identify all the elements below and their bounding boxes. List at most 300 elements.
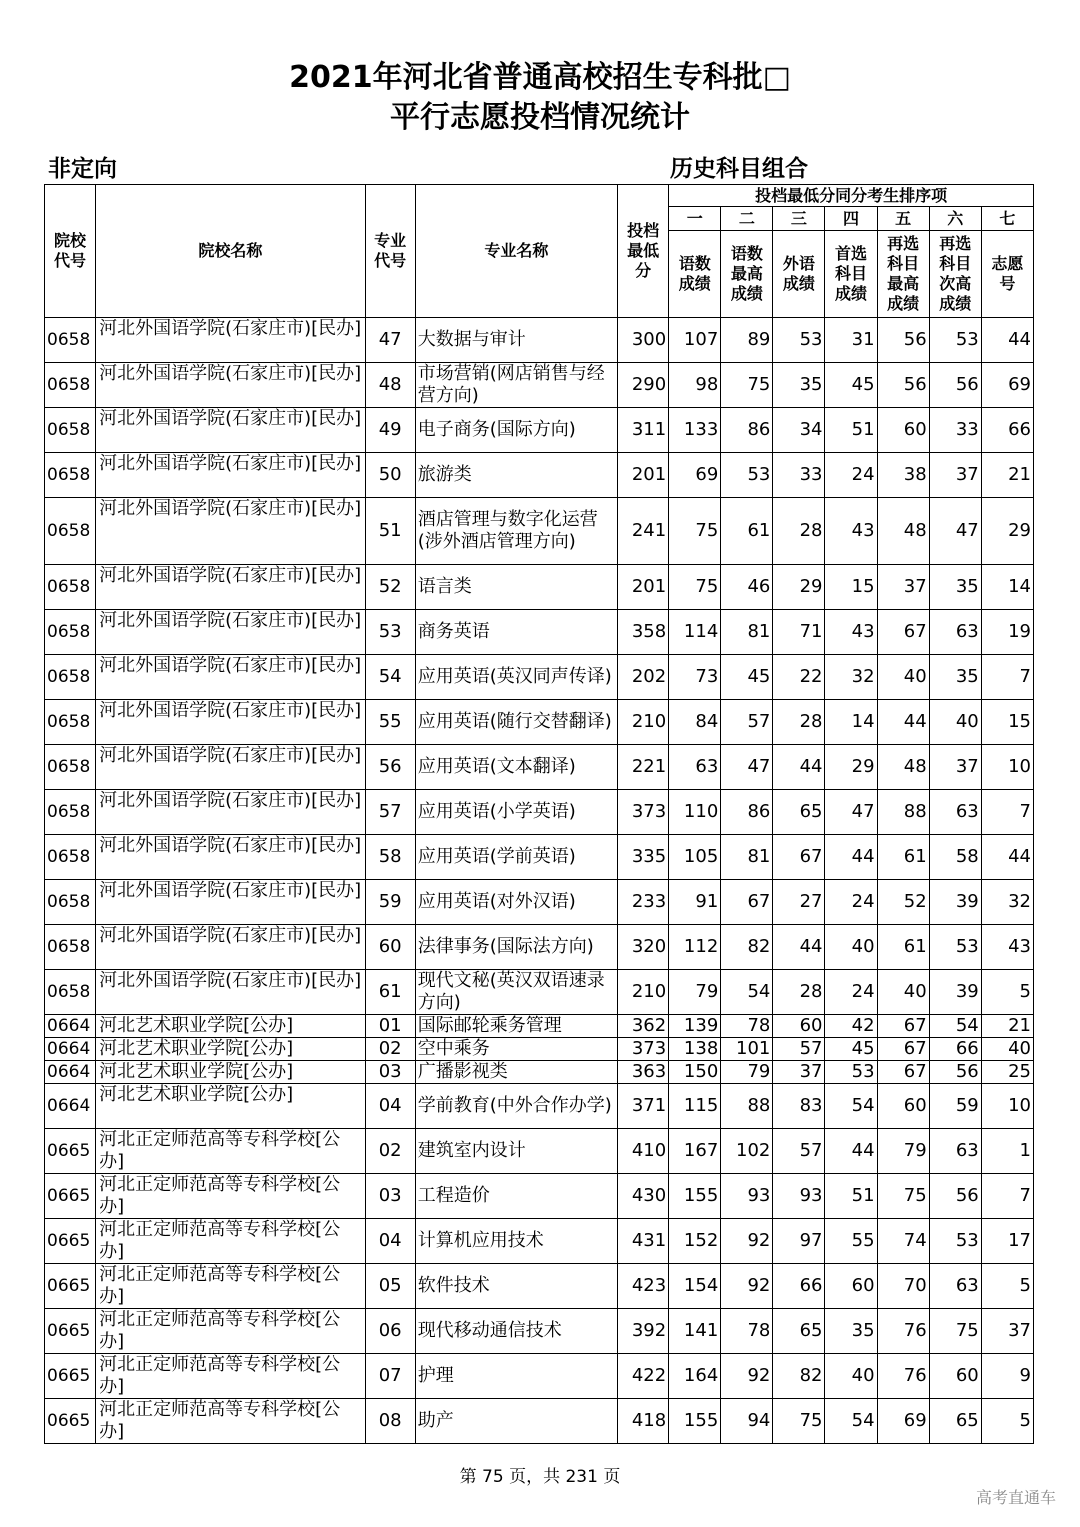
tiebreak-cell: 45 [825, 1038, 877, 1061]
tiebreak-cell: 35 [825, 1309, 877, 1354]
major-name-cell: 护理 [415, 1354, 617, 1399]
tiebreak-cell: 34 [773, 408, 825, 453]
major-name-cell: 软件技术 [415, 1264, 617, 1309]
tiebreak-cell: 89 [721, 318, 773, 363]
tiebreak-cell: 115 [669, 1084, 721, 1129]
tiebreak-cell: 70 [877, 1264, 929, 1309]
min-score-cell: 201 [618, 565, 669, 610]
tiebreak-cell: 73 [669, 655, 721, 700]
tiebreak-cell: 76 [877, 1354, 929, 1399]
table-row [45, 453, 1034, 498]
min-score-cell: 392 [618, 1309, 669, 1354]
tiebreak-cell: 61 [877, 835, 929, 880]
tiebreak-cell: 81 [721, 835, 773, 880]
tiebreak-cell: 44 [981, 318, 1033, 363]
major-code-cell: 48 [365, 363, 415, 408]
tiebreak-cell: 75 [773, 1399, 825, 1444]
table-row [45, 925, 1034, 970]
table-row [45, 498, 1034, 565]
tiebreak-cell: 24 [825, 970, 877, 1015]
table-row [45, 1354, 1034, 1399]
tiebreak-cell: 114 [669, 610, 721, 655]
major-name-cell: 空中乘务 [415, 1038, 617, 1061]
tiebreak-cell: 39 [929, 880, 981, 925]
table-row [45, 1084, 1034, 1129]
tiebreak-cell: 29 [773, 565, 825, 610]
tiebreak-cell: 56 [929, 1061, 981, 1084]
min-score-cell: 423 [618, 1264, 669, 1309]
table-row [45, 745, 1034, 790]
school-name-cell: 河北艺术职业学院[公办] [96, 1061, 366, 1084]
table-row [45, 655, 1034, 700]
tiebreak-cell: 52 [877, 880, 929, 925]
school-code-cell: 0664 [45, 1015, 96, 1038]
tiebreak-cell: 17 [981, 1219, 1033, 1264]
tiebreak-cell: 167 [669, 1129, 721, 1174]
school-name-cell: 河北外国语学院(石家庄市)[民办] [96, 700, 366, 745]
school-name-cell: 河北外国语学院(石家庄市)[民办] [96, 880, 366, 925]
major-code-cell: 56 [365, 745, 415, 790]
tiebreak-cell: 86 [721, 408, 773, 453]
tiebreak-cell: 46 [721, 565, 773, 610]
tiebreak-cell: 78 [721, 1309, 773, 1354]
tiebreak-cell: 57 [773, 1038, 825, 1061]
major-code-cell: 06 [365, 1309, 415, 1354]
tiebreak-cell: 105 [669, 835, 721, 880]
major-code-cell: 07 [365, 1354, 415, 1399]
tiebreak-cell: 40 [825, 1354, 877, 1399]
min-score-cell: 431 [618, 1219, 669, 1264]
min-score-cell: 335 [618, 835, 669, 880]
tiebreak-cell: 154 [669, 1264, 721, 1309]
school-name-cell: 河北外国语学院(石家庄市)[民办] [96, 498, 366, 565]
tiebreak-cell: 25 [981, 1061, 1033, 1084]
major-name-cell: 商务英语 [415, 610, 617, 655]
tiebreak-cell: 61 [877, 925, 929, 970]
header-school-code: 院校代号 [45, 185, 96, 318]
tiebreak-cell: 10 [981, 1084, 1033, 1129]
tiebreak-cell: 112 [669, 925, 721, 970]
school-name-cell: 河北外国语学院(石家庄市)[民办] [96, 790, 366, 835]
major-code-cell: 03 [365, 1061, 415, 1084]
tiebreak-cell: 40 [877, 655, 929, 700]
major-code-cell: 04 [365, 1084, 415, 1129]
major-code-cell: 02 [365, 1129, 415, 1174]
school-code-cell: 0658 [45, 318, 96, 363]
tiebreak-cell: 39 [929, 970, 981, 1015]
table-row [45, 1174, 1034, 1219]
school-code-cell: 0665 [45, 1264, 96, 1309]
tiebreak-cell: 71 [773, 610, 825, 655]
min-score-cell: 290 [618, 363, 669, 408]
header-num-2: 二 [721, 207, 773, 231]
tiebreak-cell: 66 [981, 408, 1033, 453]
school-code-cell: 0665 [45, 1309, 96, 1354]
tiebreak-cell: 43 [825, 610, 877, 655]
tiebreak-cell: 9 [981, 1354, 1033, 1399]
major-code-cell: 55 [365, 700, 415, 745]
tiebreak-cell: 37 [981, 1309, 1033, 1354]
tiebreak-cell: 66 [773, 1264, 825, 1309]
major-name-cell: 国际邮轮乘务管理 [415, 1015, 617, 1038]
header-major-code: 专业代号 [365, 185, 415, 318]
major-name-cell: 现代文秘(英汉双语速录方向) [415, 970, 617, 1015]
tiebreak-cell: 82 [773, 1354, 825, 1399]
tiebreak-cell: 60 [929, 1354, 981, 1399]
major-name-cell: 应用英语(学前英语) [415, 835, 617, 880]
header-num-7: 七 [981, 207, 1033, 231]
major-code-cell: 60 [365, 925, 415, 970]
table-row [45, 565, 1034, 610]
school-code-cell: 0658 [45, 880, 96, 925]
tiebreak-cell: 60 [773, 1015, 825, 1038]
tiebreak-cell: 40 [981, 1038, 1033, 1061]
min-score-cell: 371 [618, 1084, 669, 1129]
tiebreak-cell: 33 [929, 408, 981, 453]
tiebreak-cell: 110 [669, 790, 721, 835]
tiebreak-cell: 58 [929, 835, 981, 880]
tiebreak-cell: 35 [773, 363, 825, 408]
major-name-cell: 计算机应用技术 [415, 1219, 617, 1264]
school-name-cell: 河北外国语学院(石家庄市)[民办] [96, 610, 366, 655]
major-name-cell: 市场营销(网店销售与经营方向) [415, 363, 617, 408]
tiebreak-cell: 60 [825, 1264, 877, 1309]
school-name-cell: 河北正定师范高等专科学校[公办] [96, 1129, 366, 1174]
header-num-6: 六 [929, 207, 981, 231]
major-code-cell: 53 [365, 610, 415, 655]
tiebreak-cell: 82 [721, 925, 773, 970]
major-code-cell: 52 [365, 565, 415, 610]
category-label: 非定向 [48, 156, 117, 182]
tiebreak-cell: 79 [669, 970, 721, 1015]
school-code-cell: 0658 [45, 745, 96, 790]
min-score-cell: 363 [618, 1061, 669, 1084]
tiebreak-cell: 97 [773, 1219, 825, 1264]
school-name-cell: 河北外国语学院(石家庄市)[民办] [96, 970, 366, 1015]
school-name-cell: 河北外国语学院(石家庄市)[民办] [96, 453, 366, 498]
major-name-cell: 应用英语(对外汉语) [415, 880, 617, 925]
tiebreak-cell: 7 [981, 1174, 1033, 1219]
tiebreak-cell: 44 [825, 1129, 877, 1174]
tiebreak-cell: 94 [721, 1399, 773, 1444]
min-score-cell: 210 [618, 700, 669, 745]
tiebreak-cell: 92 [721, 1219, 773, 1264]
tiebreak-cell: 83 [773, 1084, 825, 1129]
header-col-7: 志愿号 [981, 231, 1033, 318]
table-row [45, 1399, 1034, 1444]
tiebreak-cell: 75 [929, 1309, 981, 1354]
tiebreak-cell: 107 [669, 318, 721, 363]
major-name-cell: 旅游类 [415, 453, 617, 498]
tiebreak-cell: 48 [877, 745, 929, 790]
tiebreak-cell: 7 [981, 790, 1033, 835]
major-code-cell: 01 [365, 1015, 415, 1038]
school-code-cell: 0658 [45, 835, 96, 880]
tiebreak-cell: 54 [929, 1015, 981, 1038]
tiebreak-cell: 91 [669, 880, 721, 925]
min-score-cell: 201 [618, 453, 669, 498]
school-code-cell: 0665 [45, 1354, 96, 1399]
tiebreak-cell: 79 [877, 1129, 929, 1174]
tiebreak-cell: 101 [721, 1038, 773, 1061]
subject-group-label: 历史科目组合 [670, 156, 808, 182]
tiebreak-cell: 56 [877, 318, 929, 363]
school-code-cell: 0658 [45, 565, 96, 610]
tiebreak-cell: 69 [981, 363, 1033, 408]
tiebreak-cell: 35 [929, 565, 981, 610]
min-score-cell: 373 [618, 790, 669, 835]
header-col-6: 再选科目次高成绩 [929, 231, 981, 318]
tiebreak-cell: 53 [825, 1061, 877, 1084]
tiebreak-cell: 24 [825, 453, 877, 498]
tiebreak-cell: 44 [981, 835, 1033, 880]
header-school-name: 院校名称 [96, 185, 366, 318]
tiebreak-cell: 54 [721, 970, 773, 1015]
tiebreak-cell: 93 [721, 1174, 773, 1219]
page-footer: 第 75 页，共 231 页 [459, 1467, 621, 1487]
tiebreak-cell: 78 [721, 1015, 773, 1038]
min-score-cell: 422 [618, 1354, 669, 1399]
min-score-cell: 241 [618, 498, 669, 565]
tiebreak-cell: 32 [825, 655, 877, 700]
tiebreak-cell: 45 [721, 655, 773, 700]
table-row [45, 1038, 1034, 1061]
school-code-cell: 0658 [45, 408, 96, 453]
major-name-cell: 现代移动通信技术 [415, 1309, 617, 1354]
min-score-cell: 320 [618, 925, 669, 970]
tiebreak-cell: 5 [981, 970, 1033, 1015]
tiebreak-cell: 40 [929, 700, 981, 745]
tiebreak-cell: 86 [721, 790, 773, 835]
tiebreak-cell: 150 [669, 1061, 721, 1084]
major-name-cell: 助产 [415, 1399, 617, 1444]
major-code-cell: 03 [365, 1174, 415, 1219]
tiebreak-cell: 164 [669, 1354, 721, 1399]
tiebreak-cell: 102 [721, 1129, 773, 1174]
tiebreak-cell: 88 [721, 1084, 773, 1129]
tiebreak-cell: 133 [669, 408, 721, 453]
min-score-cell: 373 [618, 1038, 669, 1061]
tiebreak-cell: 28 [773, 498, 825, 565]
min-score-cell: 362 [618, 1015, 669, 1038]
tiebreak-cell: 152 [669, 1219, 721, 1264]
tiebreak-cell: 63 [929, 1129, 981, 1174]
school-name-cell: 河北艺术职业学院[公办] [96, 1015, 366, 1038]
tiebreak-cell: 43 [825, 498, 877, 565]
watermark: 高考直通车 [975, 1488, 1056, 1507]
tiebreak-cell: 67 [877, 1038, 929, 1061]
tiebreak-cell: 28 [773, 970, 825, 1015]
tiebreak-cell: 5 [981, 1264, 1033, 1309]
min-score-cell: 418 [618, 1399, 669, 1444]
major-name-cell: 酒店管理与数字化运营(涉外酒店管理方向) [415, 498, 617, 565]
table-row [45, 1264, 1034, 1309]
school-code-cell: 0658 [45, 363, 96, 408]
school-name-cell: 河北外国语学院(石家庄市)[民办] [96, 835, 366, 880]
tiebreak-cell: 40 [877, 970, 929, 1015]
major-code-cell: 59 [365, 880, 415, 925]
table-row [45, 970, 1034, 1015]
tiebreak-cell: 65 [773, 1309, 825, 1354]
school-code-cell: 0664 [45, 1038, 96, 1061]
major-name-cell: 建筑室内设计 [415, 1129, 617, 1174]
tiebreak-cell: 33 [773, 453, 825, 498]
school-code-cell: 0665 [45, 1399, 96, 1444]
tiebreak-cell: 47 [825, 790, 877, 835]
tiebreak-cell: 79 [721, 1061, 773, 1084]
tiebreak-cell: 92 [721, 1354, 773, 1399]
tiebreak-cell: 15 [981, 700, 1033, 745]
tiebreak-cell: 15 [825, 565, 877, 610]
tiebreak-cell: 51 [825, 408, 877, 453]
school-code-cell: 0658 [45, 610, 96, 655]
tiebreak-cell: 65 [929, 1399, 981, 1444]
tiebreak-cell: 57 [773, 1129, 825, 1174]
header-col-2: 语数最高成绩 [721, 231, 773, 318]
school-name-cell: 河北艺术职业学院[公办] [96, 1038, 366, 1061]
major-name-cell: 学前教育(中外合作办学) [415, 1084, 617, 1129]
header-num-5: 五 [877, 207, 929, 231]
tiebreak-cell: 67 [877, 1015, 929, 1038]
tiebreak-cell: 5 [981, 1399, 1033, 1444]
school-code-cell: 0665 [45, 1129, 96, 1174]
tiebreak-cell: 63 [929, 790, 981, 835]
major-name-cell: 电子商务(国际方向) [415, 408, 617, 453]
header-col-1: 语数成绩 [669, 231, 721, 318]
major-name-cell: 应用英语(文本翻译) [415, 745, 617, 790]
tiebreak-cell: 56 [929, 363, 981, 408]
table-row [45, 1219, 1034, 1264]
major-code-cell: 49 [365, 408, 415, 453]
school-name-cell: 河北正定师范高等专科学校[公办] [96, 1219, 366, 1264]
tiebreak-cell: 19 [981, 610, 1033, 655]
tiebreak-cell: 88 [877, 790, 929, 835]
tiebreak-cell: 53 [929, 1219, 981, 1264]
tiebreak-cell: 45 [825, 363, 877, 408]
school-code-cell: 0658 [45, 498, 96, 565]
page-title-line1: 2021年河北省普通高校招生专科批□ [289, 60, 791, 95]
school-code-cell: 0658 [45, 655, 96, 700]
major-code-cell: 47 [365, 318, 415, 363]
table-row [45, 1061, 1034, 1084]
header-num-3: 三 [773, 207, 825, 231]
tiebreak-cell: 139 [669, 1015, 721, 1038]
table-row [45, 610, 1034, 655]
major-name-cell: 应用英语(英汉同声传译) [415, 655, 617, 700]
tiebreak-cell: 14 [825, 700, 877, 745]
tiebreak-cell: 54 [825, 1084, 877, 1129]
tiebreak-cell: 155 [669, 1399, 721, 1444]
tiebreak-cell: 44 [773, 745, 825, 790]
tiebreak-cell: 81 [721, 610, 773, 655]
tiebreak-cell: 56 [929, 1174, 981, 1219]
table-row [45, 408, 1034, 453]
tiebreak-cell: 57 [721, 700, 773, 745]
tiebreak-cell: 67 [773, 835, 825, 880]
tiebreak-cell: 37 [929, 453, 981, 498]
school-name-cell: 河北外国语学院(石家庄市)[民办] [96, 318, 366, 363]
tiebreak-cell: 67 [877, 1061, 929, 1084]
school-code-cell: 0665 [45, 1219, 96, 1264]
table-row [45, 1015, 1034, 1038]
major-name-cell: 应用英语(小学英语) [415, 790, 617, 835]
min-score-cell: 233 [618, 880, 669, 925]
table-row [45, 835, 1034, 880]
tiebreak-cell: 76 [877, 1309, 929, 1354]
school-code-cell: 0658 [45, 970, 96, 1015]
table-row [45, 700, 1034, 745]
tiebreak-cell: 44 [825, 835, 877, 880]
min-score-cell: 311 [618, 408, 669, 453]
school-code-cell: 0665 [45, 1174, 96, 1219]
tiebreak-cell: 63 [669, 745, 721, 790]
tiebreak-cell: 1 [981, 1129, 1033, 1174]
tiebreak-cell: 48 [877, 498, 929, 565]
header-min-score: 投档最低分 [618, 185, 669, 318]
tiebreak-cell: 60 [877, 1084, 929, 1129]
major-code-cell: 04 [365, 1219, 415, 1264]
tiebreak-cell: 75 [877, 1174, 929, 1219]
tiebreak-cell: 69 [669, 453, 721, 498]
school-code-cell: 0658 [45, 790, 96, 835]
min-score-cell: 210 [618, 970, 669, 1015]
header-num-4: 四 [825, 207, 877, 231]
school-name-cell: 河北正定师范高等专科学校[公办] [96, 1264, 366, 1309]
header-num-1: 一 [669, 207, 721, 231]
table-row [45, 880, 1034, 925]
tiebreak-cell: 155 [669, 1174, 721, 1219]
tiebreak-cell: 53 [721, 453, 773, 498]
major-code-cell: 05 [365, 1264, 415, 1309]
tiebreak-cell: 59 [929, 1084, 981, 1129]
school-name-cell: 河北外国语学院(石家庄市)[民办] [96, 655, 366, 700]
table-row [45, 363, 1034, 408]
tiebreak-cell: 29 [825, 745, 877, 790]
major-code-cell: 57 [365, 790, 415, 835]
school-name-cell: 河北外国语学院(石家庄市)[民办] [96, 565, 366, 610]
major-name-cell: 应用英语(随行交替翻译) [415, 700, 617, 745]
school-name-cell: 河北正定师范高等专科学校[公办] [96, 1399, 366, 1444]
major-code-cell: 58 [365, 835, 415, 880]
table-row [45, 790, 1034, 835]
tiebreak-cell: 21 [981, 1015, 1033, 1038]
tiebreak-cell: 74 [877, 1219, 929, 1264]
tiebreak-cell: 22 [773, 655, 825, 700]
header-tiebreak-title: 投档最低分同分考生排序项 [669, 185, 1034, 207]
tiebreak-cell: 53 [929, 925, 981, 970]
school-name-cell: 河北艺术职业学院[公办] [96, 1084, 366, 1129]
tiebreak-cell: 92 [721, 1264, 773, 1309]
tiebreak-cell: 37 [877, 565, 929, 610]
school-code-cell: 0658 [45, 700, 96, 745]
school-name-cell: 河北外国语学院(石家庄市)[民办] [96, 925, 366, 970]
tiebreak-cell: 54 [825, 1399, 877, 1444]
tiebreak-cell: 53 [929, 318, 981, 363]
tiebreak-cell: 138 [669, 1038, 721, 1061]
school-name-cell: 河北正定师范高等专科学校[公办] [96, 1174, 366, 1219]
tiebreak-cell: 37 [929, 745, 981, 790]
min-score-cell: 221 [618, 745, 669, 790]
school-code-cell: 0658 [45, 925, 96, 970]
tiebreak-cell: 47 [929, 498, 981, 565]
tiebreak-cell: 66 [929, 1038, 981, 1061]
tiebreak-cell: 35 [929, 655, 981, 700]
tiebreak-cell: 53 [773, 318, 825, 363]
major-code-cell: 02 [365, 1038, 415, 1061]
major-name-cell: 广播影视类 [415, 1061, 617, 1084]
tiebreak-cell: 32 [981, 880, 1033, 925]
header-col-4: 首选科目成绩 [825, 231, 877, 318]
